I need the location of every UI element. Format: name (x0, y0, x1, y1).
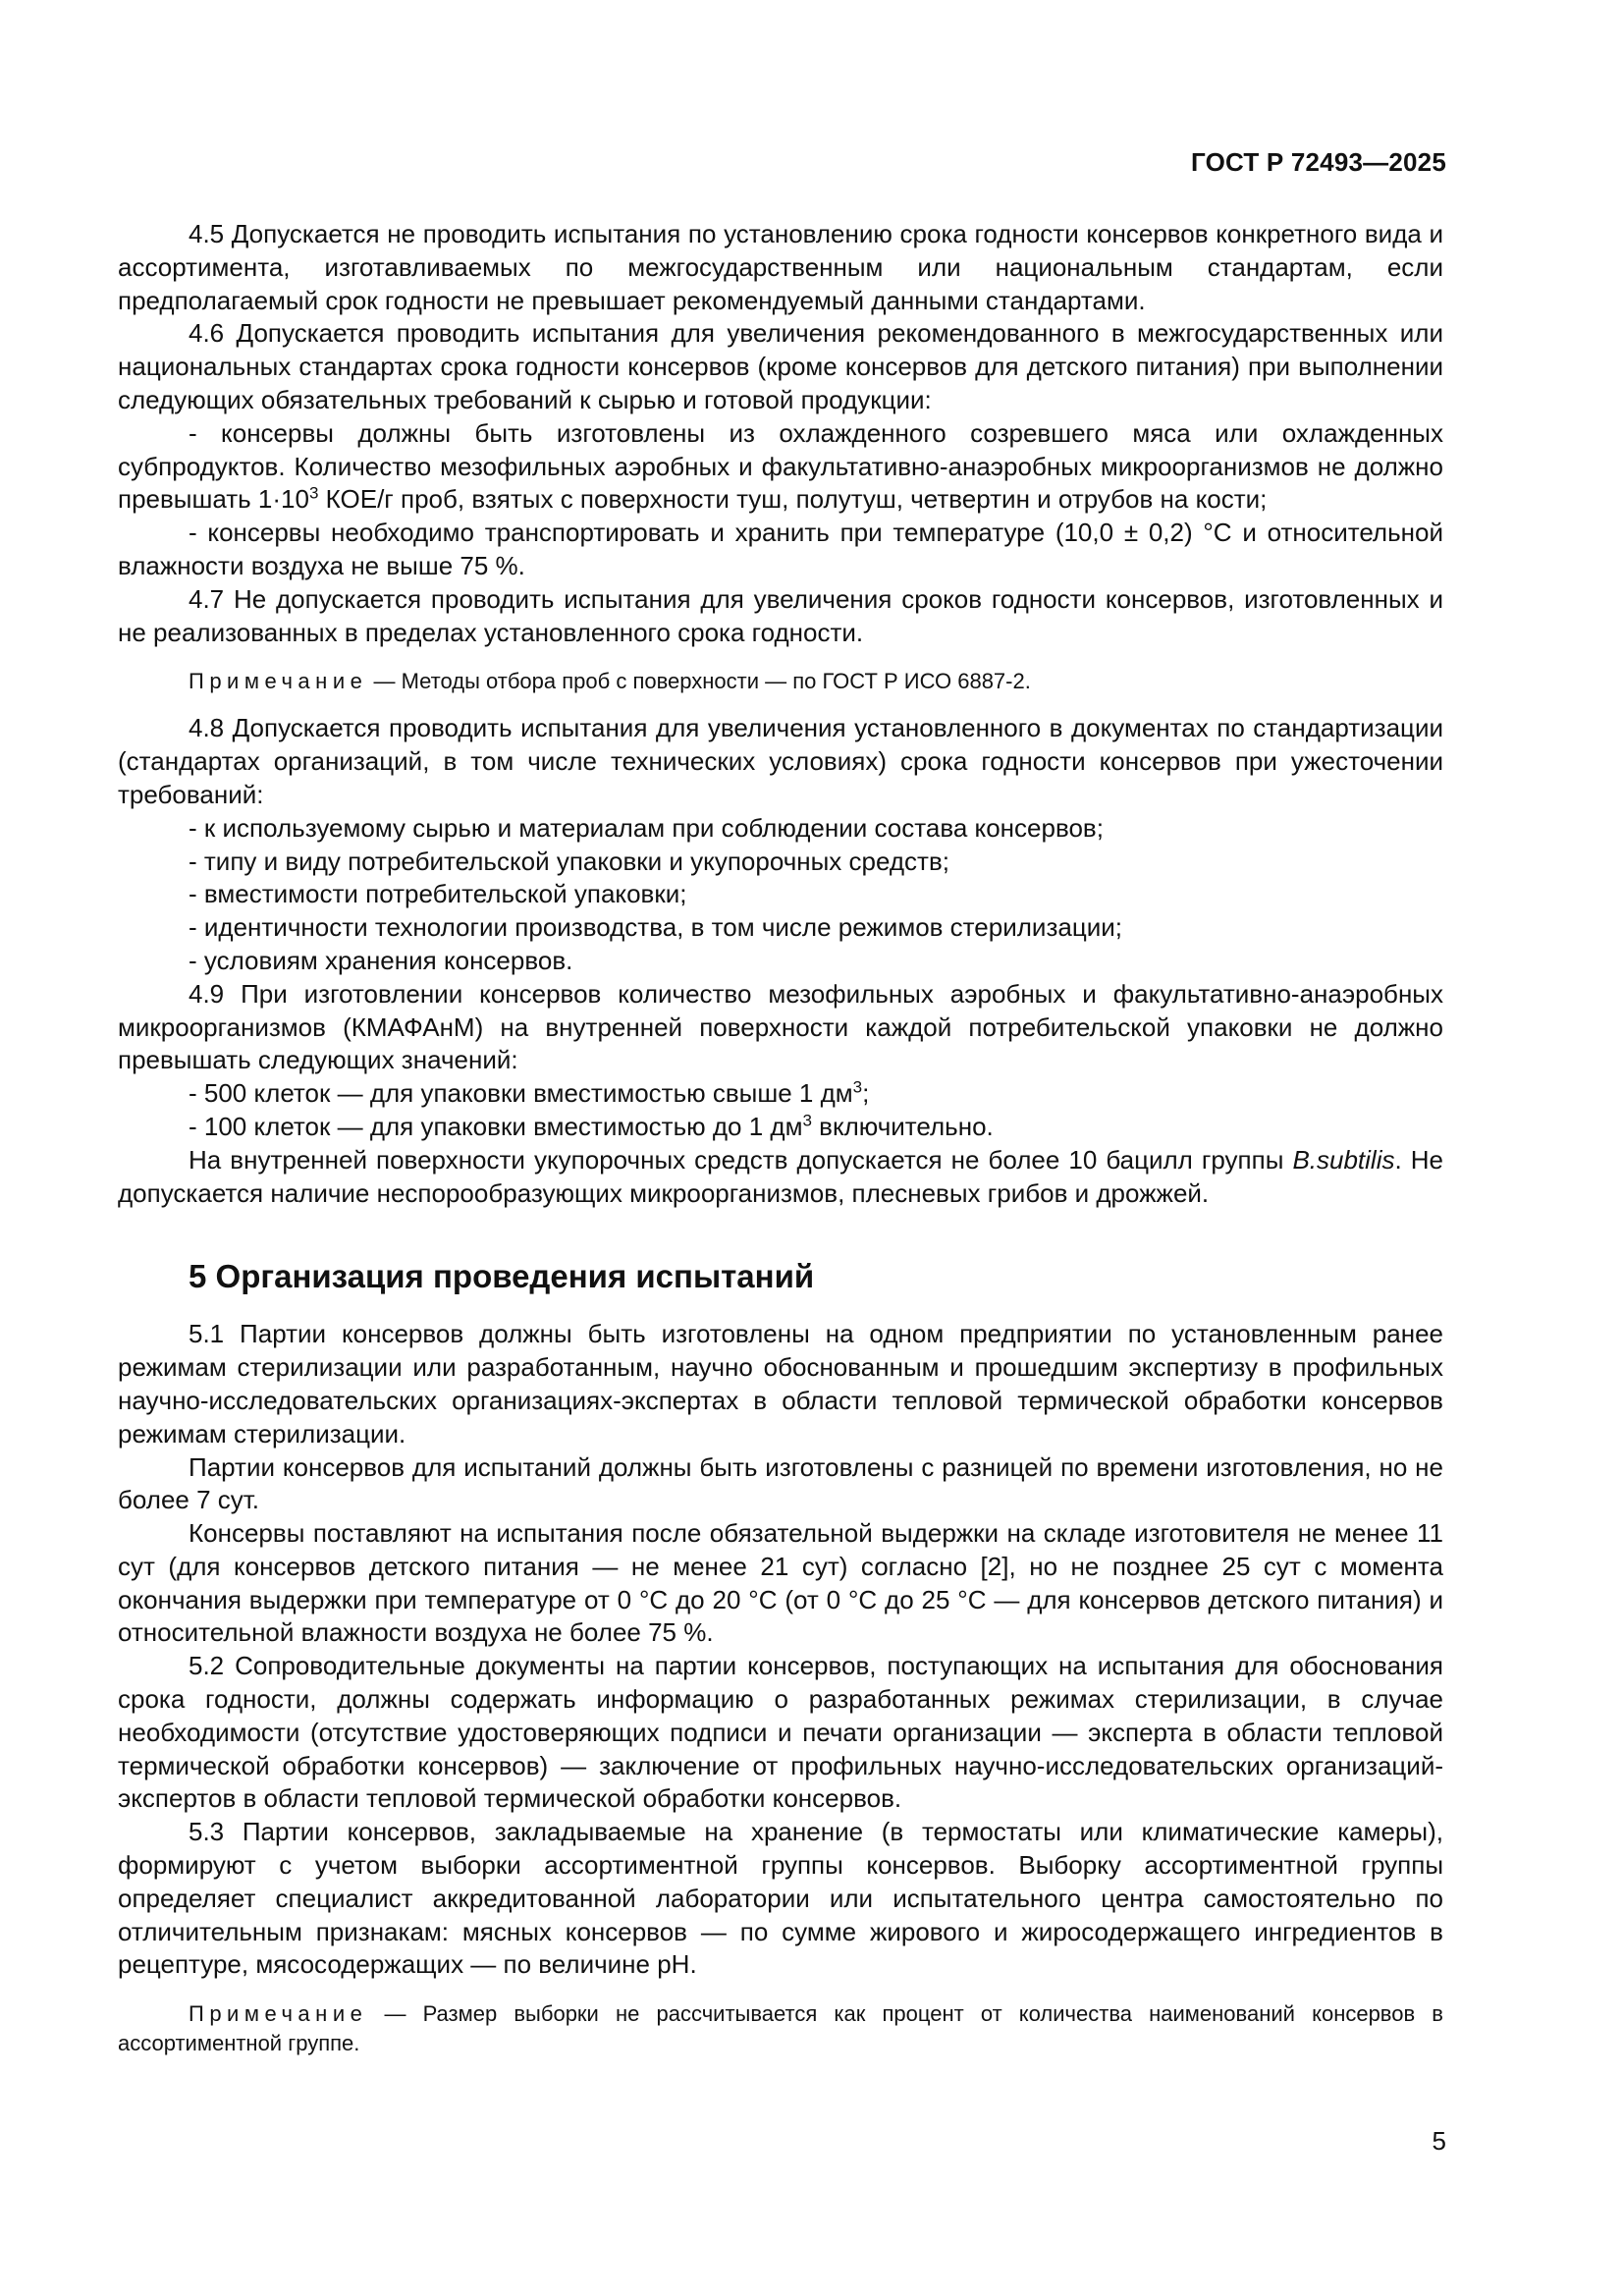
item-text: КОЕ/г проб, взятых с поверхности туш, полутуш, четвертин и отрубов на кости; (318, 484, 1268, 515)
note-label: Примечание (189, 2001, 368, 2027)
note-label: Примечание (189, 669, 368, 694)
superscript: 3 (308, 483, 319, 503)
paragraph-5-2: 5.2 Сопроводительные документы на партии консервов, поступающих на испытания для обоснования срока годности, должны содержать информацию о разработанных режимах стерилизации, в случае необходимости (отсутствие удостоверяющих подписи и печати организации — эксперта в области тепловой термической обработки консервов) — заключение от профильных научно-исследовательских организаций-экспертов в области тепловой термической обработки консервов. (118, 1651, 1443, 1814)
list-item: - идентичности технологии производства, в том числе режимов стерилизации; (189, 912, 1122, 943)
item-text: - 100 клеток — для упаковки вместимостью до 1 дм (189, 1111, 803, 1141)
item-text: - 500 клеток — для упаковки вместимостью свыше 1 дм (189, 1078, 853, 1109)
list-item: - к используемому сырью и материалам при соблюдении состава консервов; (189, 812, 1104, 843)
list-item: - вместимости потребительской упаковки; (189, 879, 687, 909)
paragraph-4-9: 4.9 При изготовлении консервов количество мезофильных аэробных и факультативно-анаэробных микроорганизмов (КМАФАнМ) на внутренней поверхности каждой потребительской упаковки не должно превышать следующих значений: (118, 978, 1443, 1075)
paragraph-5-1: 5.1 Партии консервов должны быть изготовлены на одном предприятии по установленным ранее режимам стерилизации или разработанным, научно обоснованным и прошедшим экспертизу в профильных научно-исследовательских организациях-экспертах в области тепловой термической обработки консервов режимам стерилизации. (118, 1319, 1443, 1449)
document-body (118, 218, 1443, 2074)
paragraph-4-9-bacilli (118, 1144, 1443, 1211)
paragraph-5-1-c: Консервы поставляют на испытания после обязательной выдержки на складе изготовителя не менее 11 сут (для консервов детского питания — не менее 21 сут) согласно [2], но не позднее 25 сут с момента окончания выдержки при температуре от 0 °С до 20 °С (от 0 °С до 25 °С — для консервов детского питания) и относительной влажности воздуха не более 75 %. (118, 1518, 1443, 1648)
item-text: ; (862, 1078, 870, 1109)
item-text: включительно. (811, 1111, 994, 1141)
superscript: 3 (802, 1111, 812, 1130)
text: . Не допускается наличие неспорообразующих микроорганизмов, плесневых грибов и дрожжей. (118, 1144, 1443, 1208)
paragraph-4-6: 4.6 Допускается проводить испытания для увеличения рекомендованного в межгосударственных или национальных стандартах срока годности консервов (кроме консервов для детского питания) при выполнении следующих обязательных требований к сырью и готовой продукции: (118, 318, 1443, 414)
paragraph-4-8: 4.8 Допускается проводить испытания для увеличения установленного в документах по стандартизации (стандартах организаций, в том числе технических условиях) срока годности консервов при ужесточении требований: (118, 713, 1443, 809)
text: На внутренней поверхности укупорочных средств допускается не более 10 бацилл группы (189, 1144, 1293, 1175)
paragraph-4-6-item-2: - консервы необходимо транспортировать и хранить при температуре (10,0 ± 0,2) °С и относительной влажности воздуха не выше 75 %. (118, 518, 1443, 580)
page-number: 5 (1432, 2126, 1446, 2156)
paragraph-4-7: 4.7 Не допускается проводить испытания для увеличения сроков годности консервов, изготовленных и не реализованных в пределах установленного срока годности. (118, 583, 1443, 647)
paragraph-5-1-b: Партии консервов для испытаний должны быть изготовлены с разницей по времени изготовления, но не более 7 сут. (118, 1451, 1443, 1515)
section-5-title: 5 Организация проведения испытаний (189, 1258, 815, 1295)
superscript: 3 (852, 1077, 863, 1097)
note-text: — Размер выборки не рассчитывается как процент от количества наименований консервов в ассортиментной группе. (118, 2001, 1443, 2056)
paragraph-4-5: 4.5 Допускается не проводить испытания по установлению срока годности консервов конкретного вида и ассортимента, изготавливаемых по межгосударственным или национальным стандартам, если предполагаемый срок годности не превышает рекомендуемый данными стандартами. (118, 219, 1443, 315)
document-code-header: ГОСТ Р 72493—2025 (1191, 147, 1446, 177)
paragraph-4-6-item-1 (118, 417, 1443, 517)
note-text: — Методы отбора проб с поверхности — по ГОСТ Р ИСО 6887-2. (367, 669, 1031, 694)
list-item (118, 1111, 1443, 1144)
italic-term: B.subtilis (1292, 1144, 1395, 1175)
paragraph-5-3: 5.3 Партии консервов, закладываемые на хранение (в термостаты или климатические камеры), формируют с учетом выборки ассортиментной группы консервов. Выборку ассортиментной группы определяет специалист аккредитованной лаборатории или испытательного центра самостоятельно по отличительным признакам: мясных консервов — по сумме жирового и жиросодержащего ингредиентов в рецептуре, мясосодержащих — по величине pH. (118, 1817, 1443, 1980)
note-1 (118, 667, 1443, 696)
list-item: - типу и виду потребительской упаковки и укупорочных средств; (189, 846, 949, 876)
item-text: - консервы должны быть изготовлены из охлажденного созревшего мяса или охлажденных субпродуктов. Количество мезофильных аэробных и факультативно-анаэробных микроорганизмов не должно превышать 1·10 (118, 417, 1443, 515)
note-2 (118, 1999, 1443, 2058)
list-item (118, 1077, 1443, 1111)
list-item: - условиям хранения консервов. (189, 945, 573, 975)
